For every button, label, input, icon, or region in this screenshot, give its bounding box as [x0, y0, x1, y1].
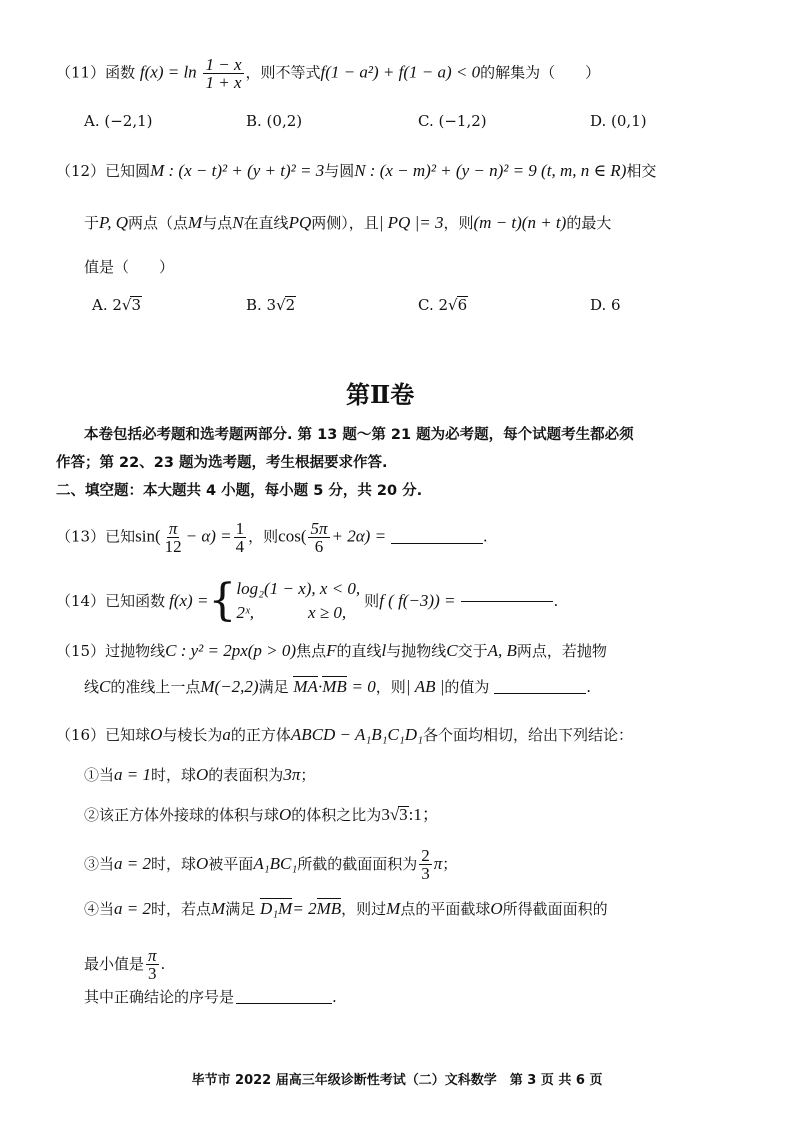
q13-frac2-den: 4	[235, 537, 245, 556]
q15-text: 与抛物线	[386, 642, 447, 660]
q14-case1: log₂(1 − x), x < 0,	[236, 579, 361, 598]
q11-inequality: f(1 − a²) + f(1 − a) < 0	[320, 62, 481, 82]
q11-option-d: D. (0,1)	[590, 112, 647, 130]
q13-then: ，则	[248, 527, 279, 546]
q16-s1-value: 3π	[283, 765, 301, 784]
q15-point-m: M(−2,2)	[200, 677, 259, 696]
q11-option-c: C. (−1,2)	[418, 112, 487, 130]
q14-case2-expr: 2ˣ,	[236, 603, 254, 622]
q12-product: (m − t)(n + t)	[473, 213, 567, 232]
q12-text: 两侧），且	[311, 214, 379, 232]
q16-edge-a: a	[222, 725, 231, 744]
q15-text: 两点，若抛物	[516, 642, 607, 660]
q16-number: （16）	[56, 726, 106, 744]
q16-text: ②该正方体外接球的体积与球	[84, 806, 280, 824]
q12-text: 相交	[626, 162, 657, 180]
q12-text: 的最大	[566, 214, 612, 232]
q11-frac-num: 1 − x	[205, 55, 242, 74]
q16-text: 已知球	[105, 726, 151, 744]
q12-text: 在直线	[243, 214, 289, 232]
q16-text: 时，球	[151, 855, 197, 873]
q16-ask-text: 其中正确结论的序号是	[84, 988, 235, 1006]
q11-function: f(x) = ln	[139, 62, 197, 82]
q14-then: 则	[364, 592, 380, 610]
q12-line-pq: PQ	[288, 213, 312, 232]
q11-number: （11）	[56, 63, 106, 82]
q15-dot: ·	[317, 677, 323, 696]
q16-cube: ABCD − A₁B₁C₁D₁	[290, 725, 423, 744]
q16-s4-eq: = 2	[292, 899, 317, 918]
q12-opt-a-radicand: 3	[131, 296, 142, 314]
q16-s1-cond: a = 1	[114, 765, 151, 784]
q14-ask: f ( f(−3)) =	[379, 591, 456, 610]
q13-lead: 已知	[105, 527, 136, 546]
q14-number: （14）	[56, 592, 106, 610]
q12-circle-n: N : (x − m)² + (y − n)² = 9 (t, m, n ∈ R)	[354, 161, 627, 180]
q15-text: 满足	[258, 678, 289, 696]
q14-case2-cond: x ≥ 0,	[307, 603, 347, 622]
q16-plane: A₁BC₁	[253, 854, 298, 873]
q14-lead: 已知函数	[105, 592, 166, 610]
q12-text: 两点（点	[128, 214, 189, 232]
q16-sphere-o: O	[196, 854, 209, 873]
q14-line: （14） 已知函数 f(x) = { log₂(1 − x), x < 0, 2ˣ, x ≥ 0, 则 f ( f(−3)) = .	[56, 575, 559, 626]
q13-frac1-den: 12	[164, 537, 182, 556]
q15-answer-blank[interactable]	[494, 692, 586, 694]
q15-parabola: C : y² = 2px(p > 0)	[165, 641, 297, 660]
q16-text: 点的平面截球	[400, 900, 491, 918]
q16-sphere-o: O	[279, 805, 292, 824]
q16-s5-frac-num: π	[148, 945, 157, 965]
q11-text-end: 的解集为（ ）	[480, 63, 601, 82]
q11-text-mid: ，则不等式	[245, 63, 321, 82]
q14-cases	[236, 577, 360, 625]
q15-focus: F	[326, 641, 337, 660]
q12-opt-a-coef: A. 2	[92, 296, 122, 314]
q16-statement4	[84, 898, 608, 920]
q16-s3-cond: a = 2	[114, 854, 151, 873]
q16-text: 与棱长为	[162, 726, 223, 744]
q15-text: ，则	[375, 678, 406, 696]
q16-sphere-o: O	[196, 765, 209, 784]
q16-text: .	[160, 955, 166, 973]
q16-text: 的体积之比为	[291, 806, 382, 824]
q15-curve-c: C	[446, 641, 458, 660]
q13-line: （13）已知sin( $\frac{\pi}{12}$ − α) = $\frac{1}{4}$ ，则cos( $\frac{5\pi}{6}$ + 2α) = .	[56, 519, 488, 556]
q16-text: 的正方体	[230, 726, 291, 744]
q12-opt-b-coef: B. 3	[246, 296, 277, 314]
q15-vector-mb: MB	[322, 677, 347, 696]
q16-sphere-o: O	[490, 899, 503, 918]
q12-opt-c-coef: C. 2	[418, 296, 449, 314]
section-intro-line2: 作答；第 22、23 题为选考题，考生根据要求作答.	[56, 455, 388, 471]
q16-statement1	[84, 764, 315, 786]
q13-sin: sin(	[135, 526, 161, 546]
q16-text: 最小值是	[84, 955, 145, 973]
q12-number: （12）	[56, 162, 106, 180]
q15-points: A, B	[487, 641, 517, 660]
q16-s5-frac	[146, 947, 159, 982]
q12-circle-m: M : (x − t)² + (y + t)² = 3	[150, 161, 325, 180]
q12-option-c: C. 2√6	[418, 296, 468, 314]
q16-statement3	[84, 844, 457, 884]
q13-frac3	[308, 520, 329, 555]
q16-text: 满足	[225, 900, 256, 918]
q16-s5-frac-den: 3	[148, 963, 157, 983]
q15-text: 的值为	[444, 678, 490, 696]
q11-fraction	[203, 56, 243, 91]
q16-text: 被平面	[208, 855, 254, 873]
q13-mid2: + 2α) =	[331, 526, 387, 546]
q12-opt-b-radicand: 2	[285, 296, 296, 314]
page-footer: 毕节市 2022 届高三年级诊断性考试（二）文科数学 第 3 页 共 6 页	[191, 1073, 603, 1088]
q15-text: 的准线上一点	[110, 678, 201, 696]
q15-line-l: l	[381, 641, 387, 660]
section-intro-line1: 本卷包括必考题和选考题两部分. 第 13 题～第 21 题为必考题，每个试题考生都必须	[84, 427, 634, 443]
q16-text: 各个面均相切，给出下列结论：	[423, 726, 634, 744]
q16-ask: 其中正确结论的序号是 .	[84, 988, 337, 1006]
q14-fx: f(x) =	[169, 591, 209, 610]
q13-mid1: − α) =	[185, 526, 232, 546]
q12-text: ，则	[443, 214, 474, 232]
q13-cos: cos(	[278, 526, 307, 546]
q15-text: 过抛物线	[105, 642, 166, 660]
q16-text: ①当	[84, 766, 115, 784]
q16-text: 所得截面面积的	[502, 900, 608, 918]
q16-text: 的表面积为	[208, 766, 284, 784]
q13-frac3-den: 6	[314, 537, 324, 556]
q15-text: 线	[84, 678, 100, 696]
q15-vector-ma: MA	[293, 677, 318, 696]
q15-curve-c: C	[99, 677, 111, 696]
q16-s2-tail: :1；	[408, 805, 439, 824]
q16-statement2: ②该正方体外接球的体积与球O的体积之比为3√3:1；	[84, 805, 439, 824]
q13-answer-blank[interactable]	[391, 542, 483, 544]
q16-s3-pi: π	[433, 854, 443, 873]
q15-abs-ab: | AB |	[405, 677, 445, 696]
q16-answer-blank[interactable]	[236, 1002, 332, 1004]
q13-frac3-num: 5π	[310, 519, 328, 538]
q15-eq0: = 0	[351, 677, 376, 696]
q16-text: 时，若点	[151, 900, 212, 918]
q16-text: ③当	[84, 855, 115, 873]
q16-text: ；	[300, 766, 316, 784]
q13-frac1	[163, 520, 184, 555]
q13-frac2-num: 1	[235, 519, 245, 538]
q12-line3: 值是（ ）	[84, 258, 175, 276]
q16-statement4-cont	[84, 944, 165, 984]
q12-text: 与圆	[324, 162, 355, 180]
q15-text: 焦点	[296, 642, 327, 660]
q16-sphere-o: O	[150, 725, 163, 744]
q12-option-b: B. 3√2	[246, 296, 296, 314]
q14-answer-blank[interactable]	[461, 600, 553, 602]
q15-text: 的直线	[336, 642, 382, 660]
q16-s3-frac-den: 3	[421, 863, 430, 883]
q12-line1	[56, 160, 656, 182]
q15-line1	[56, 640, 607, 662]
q16-s2-coef: 3	[381, 805, 390, 824]
q16-vector-d1m: D₁M	[259, 899, 293, 918]
q13-number: （13）	[56, 527, 106, 546]
q16-vector-mb: MB	[316, 899, 342, 918]
q13-frac1-num: π	[168, 519, 178, 538]
q14-case2	[236, 601, 360, 625]
q16-line1	[56, 724, 633, 746]
q16-s4-cond: a = 2	[114, 899, 151, 918]
q12-text: 于	[84, 214, 100, 232]
q11-frac-den: 1 + x	[205, 73, 242, 92]
q11-line	[56, 56, 600, 91]
q14-brace: {	[208, 575, 237, 626]
section-title: 第Ⅱ卷	[346, 380, 415, 409]
q16-point-m: M	[211, 899, 226, 918]
q16-text: ；	[442, 855, 458, 873]
q12-text: 与点	[202, 214, 233, 232]
q11-option-a: A. (−2,1)	[84, 112, 153, 130]
q16-s3-frac-num: 2	[421, 845, 430, 865]
q12-point-m: M	[188, 213, 203, 232]
q15-number: （15）	[56, 642, 106, 660]
q16-s3-frac	[419, 847, 432, 882]
q12-pq-length: | PQ |= 3	[378, 213, 444, 232]
part2-heading: 二、填空题：本大题共 4 小题，每小题 5 分，共 20 分.	[56, 483, 423, 499]
q13-frac2	[234, 520, 247, 555]
q12-points: P, Q	[99, 213, 128, 232]
q12-text: 已知圆	[105, 162, 151, 180]
q12-line2	[84, 212, 611, 234]
q12-point-n: N	[232, 213, 244, 232]
q12-option-d: D. 6	[590, 296, 621, 314]
q12-opt-c-radicand: 6	[457, 296, 468, 314]
q16-point-m: M	[386, 899, 401, 918]
q12-option-a: A. 2√3	[92, 296, 142, 314]
q16-text: 所截的截面面积为	[297, 855, 418, 873]
q16-s2-radicand: 3	[399, 805, 408, 824]
q16-text: ④当	[84, 900, 115, 918]
q11-option-b: B. (0,2)	[246, 112, 303, 130]
q16-text: 时，球	[151, 766, 197, 784]
q11-lead: 函数	[105, 63, 136, 82]
q15-text: 交于	[457, 642, 488, 660]
q15-line2: 线C的准线上一点M(−2,2)满足 MA·MB = 0，则| AB |的值为 .	[84, 677, 591, 696]
q16-text: ，则过	[341, 900, 387, 918]
